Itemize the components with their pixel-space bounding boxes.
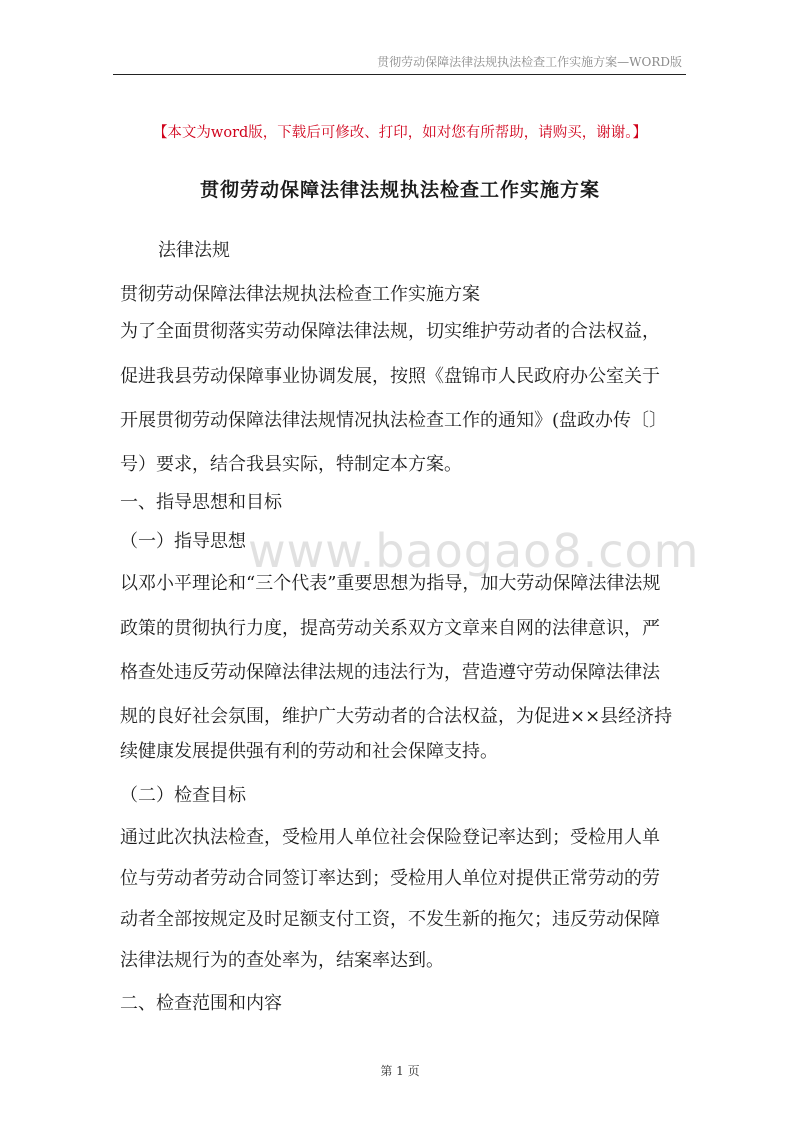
subsection-heading: （二）检查目标 <box>120 785 246 806</box>
subtitle: 贯彻劳动保障法律法规执法检查工作实施方案 <box>120 284 480 305</box>
paragraph-line: 续健康发展提供强有利的劳动和社会保障支持。 <box>120 741 498 762</box>
paragraph-line: 法律法规行为的查处率为，结案率达到。 <box>120 950 444 971</box>
intro-line: 号）要求，结合我县实际，特制定本方案。 <box>120 454 462 475</box>
category-label: 法律法规 <box>158 240 230 261</box>
intro-line: 促进我县劳动保障事业协调发展，按照《盘锦市人民政府办公室关于 <box>120 366 660 387</box>
page-number: 第 1 页 <box>380 1064 420 1078</box>
paragraph-line: 通过此次执法检查，受检用人单位社会保险登记率达到；受检用人单 <box>120 827 660 848</box>
paragraph-line: 动者全部按规定及时足额支付工资，不发生新的拖欠；违反劳动保障 <box>120 909 660 930</box>
section-heading: 一、指导思想和目标 <box>120 492 282 513</box>
watermark: www.baogao8.com <box>248 524 700 578</box>
download-notice: 【本文为word版，下载后可修改、打印，如对您有所帮助，请购买，谢谢。】 <box>152 125 648 141</box>
paragraph-line: 格查处违反劳动保障法律法规的违法行为，营造遵守劳动保障法律法 <box>120 662 660 683</box>
paragraph-line: 政策的贯彻执行力度，提高劳动关系双方文章来自网的法律意识，严 <box>120 618 660 639</box>
paragraph-line: 位与劳动者劳动合同签订率达到；受检用人单位对提供正常劳动的劳 <box>120 868 660 889</box>
section-heading: 二、检查范围和内容 <box>120 993 282 1014</box>
subsection-heading: （一）指导思想 <box>120 531 246 552</box>
paragraph-line: 以邓小平理论和“三个代表”重要思想为指导，加大劳动保障法律法规 <box>120 573 661 594</box>
header-divider <box>113 74 686 75</box>
document-title: 贯彻劳动保障法律法规执法检查工作实施方案 <box>199 179 600 201</box>
intro-line: 开展贯彻劳动保障法律法规情况执法检查工作的通知》(盘政办传〔〕 <box>120 410 668 431</box>
running-header: 贯彻劳动保障法律法规执法检查工作实施方案—WORD版 <box>377 55 682 69</box>
paragraph-line: 规的良好社会氛围，维护广大劳动者的合法权益，为促进××县经济持 <box>120 706 673 727</box>
intro-line: 为了全面贯彻落实劳动保障法律法规，切实维护劳动者的合法权益， <box>120 321 660 342</box>
